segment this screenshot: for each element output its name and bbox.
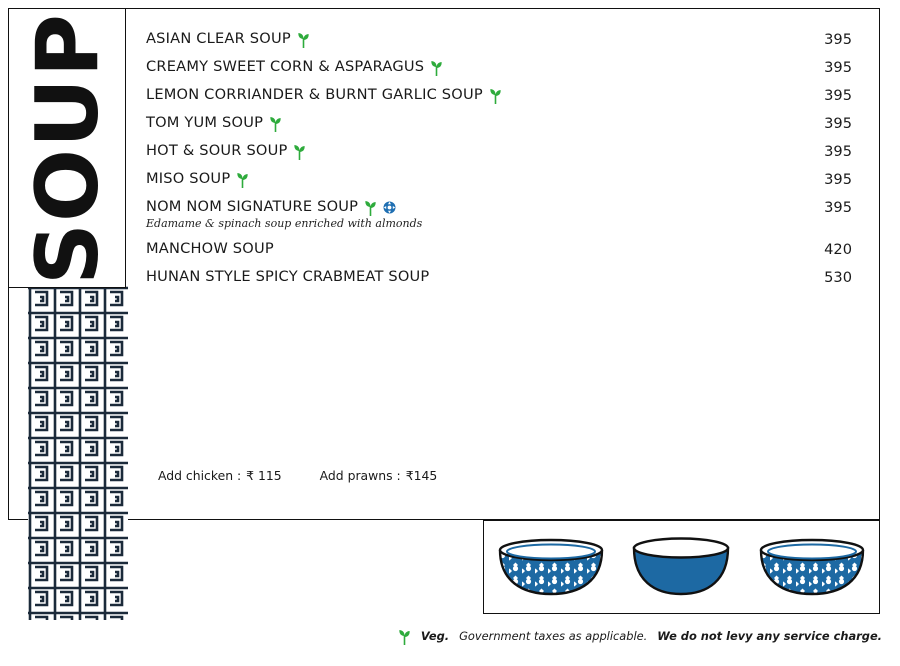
menu-item-price: 395: [824, 31, 852, 48]
tax-note: Government taxes as applicable.: [459, 629, 648, 643]
patterned-bowl-right-icon: [757, 536, 867, 598]
addon-item: [320, 468, 438, 483]
veg-icon: [430, 60, 443, 76]
veg-icon: [489, 88, 502, 104]
veg-icon: [297, 32, 310, 48]
menu-item-price: 395: [824, 59, 852, 76]
menu-item-price: 395: [824, 171, 852, 188]
veg-icon: [236, 172, 249, 188]
footer-note: [0, 628, 900, 644]
addon-price: ₹145: [405, 468, 438, 483]
menu-item-description: Edamame & spinach soup enriched with almonds: [146, 217, 423, 230]
signature-icon: [383, 201, 396, 214]
addon-label: Add chicken :: [158, 468, 242, 483]
menu-item-price: 530: [824, 269, 852, 286]
menu-item-price: 395: [824, 87, 852, 104]
menu-item-name: MISO SOUP: [146, 170, 231, 187]
addon-label: Add prawns :: [319, 468, 401, 483]
menu-item-row: [146, 198, 852, 230]
menu-item-row: [146, 268, 852, 286]
menu-item-row: [146, 58, 852, 76]
menu-item-row: [146, 170, 852, 188]
menu-item-price: 395: [824, 143, 852, 160]
menu-item-name: HUNAN STYLE SPICY CRABMEAT SOUP: [146, 268, 430, 285]
decorative-pattern-strip: [28, 286, 128, 620]
solid-bowl-center-icon: [630, 536, 732, 598]
menu-item-name: TOM YUM SOUP: [146, 114, 264, 131]
patterned-bowl-left-icon: [496, 536, 606, 598]
veg-icon: [398, 629, 411, 645]
menu-item-row: [146, 142, 852, 160]
menu-item-name: MANCHOW SOUP: [146, 240, 274, 257]
bowls-illustration-box: [483, 520, 880, 614]
menu-item-list: [146, 30, 852, 296]
menu-item-name: CREAMY SWEET CORN & ASPARAGUS: [146, 58, 425, 75]
menu-item-name: ASIAN CLEAR SOUP: [146, 30, 291, 47]
veg-icon: [293, 144, 306, 160]
addons-row: [158, 468, 437, 483]
menu-item-name: NOM NOM SIGNATURE SOUP: [146, 198, 359, 215]
veg-icon: [364, 200, 377, 216]
veg-legend-label: Veg.: [420, 629, 450, 643]
greek-key-pattern-icon: [28, 286, 128, 620]
menu-item-row: [146, 86, 852, 104]
menu-item-price: 395: [824, 199, 852, 216]
menu-item-name: HOT & SOUR SOUP: [146, 142, 288, 159]
veg-icon: [269, 116, 282, 132]
menu-item-row: [146, 114, 852, 132]
service-charge-note: We do not levy any service charge.: [657, 629, 882, 643]
addon-item: [158, 468, 282, 483]
menu-item-row: [146, 30, 852, 48]
menu-item-price: 420: [824, 241, 852, 258]
addon-price: ₹ 115: [246, 468, 282, 483]
menu-item-row: [146, 240, 852, 258]
section-title-box: [8, 8, 126, 288]
menu-item-name: LEMON CORRIANDER & BURNT GARLIC SOUP: [146, 86, 483, 103]
page-title: SOUP: [18, 13, 118, 285]
menu-item-price: 395: [824, 115, 852, 132]
